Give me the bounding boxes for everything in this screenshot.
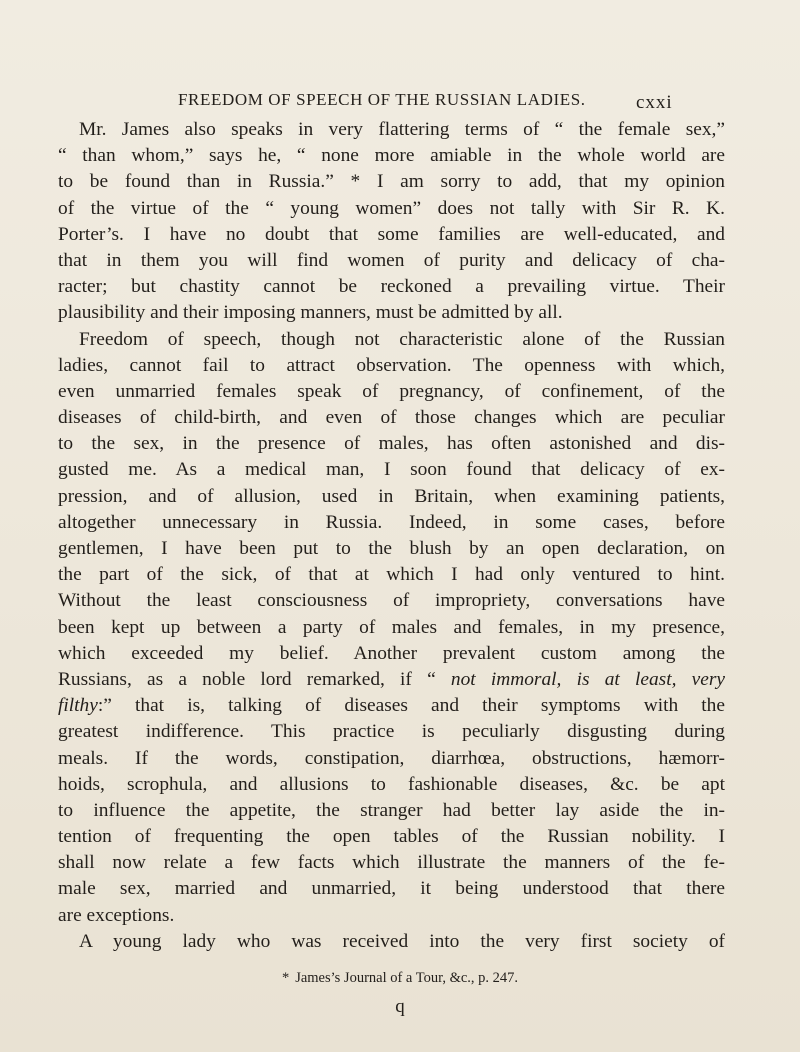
text-line: even unmarried females speak of pregnancy, of confinement, of the	[58, 380, 725, 402]
italic-phrase: filthy	[58, 695, 98, 717]
body-text	[58, 117, 725, 955]
footnote-text: James’s Journal of a Tour, &c., p. 247.	[295, 970, 519, 986]
italic-phrase: not immoral, is at least, very	[450, 668, 725, 690]
text-line: been kept up between a party of males and females, in my presence,	[58, 616, 725, 638]
text-line: are exceptions.	[58, 904, 175, 926]
text-line: to the sex, in the presence of males, has often astonished and dis-	[58, 433, 725, 455]
text-line: which exceeded my belief. Another prevalent custom among the	[58, 642, 725, 664]
text-line: filthy:” that is, talking of diseases and their symptoms with the	[58, 695, 725, 717]
text-line: plausibility and their imposing manners, must be admitted by all.	[58, 302, 563, 324]
text-line: “ than whom,” says he, “ none more amiable in the whole world are	[58, 145, 725, 167]
text-line: Mr. James also speaks in very flattering terms of “ the female sex,”	[79, 119, 725, 140]
text-line: that in them you will find women of purity and delicacy of cha-	[58, 249, 725, 271]
text-line: Russians, as a noble lord remarked, if “ not immoral, is at least, very	[58, 668, 725, 690]
text-line: pression, and of allusion, used in Britain, when examining patients,	[58, 485, 725, 507]
text-line: greatest indifference. This practice is peculiarly disgusting during	[58, 721, 725, 743]
text-line: meals. If the words, constipation, diarrhœa, obstructions, hæmorr-	[58, 747, 725, 769]
footnote-marker: *	[281, 970, 290, 986]
text-line: of the virtue of the “ young women” does not tally with Sir R. K.	[58, 197, 725, 219]
text-line: tention of frequenting the open tables of the Russian nobility. I	[58, 826, 725, 848]
text-line: racter; but chastity cannot be reckoned a prevailing virtue. Their	[58, 276, 725, 298]
footnote	[0, 970, 800, 987]
text-line: altogether unnecessary in Russia. Indeed, in some cases, before	[58, 511, 725, 533]
text-line: Porter’s. I have no doubt that some families are well-educated, and	[58, 223, 725, 245]
running-title: FREEDOM OF SPEECH OF THE RUSSIAN LADIES.	[178, 90, 586, 109]
text-line: gusted me. As a medical man, I soon found that delicacy of ex-	[58, 459, 725, 481]
text-line: ladies, cannot fail to attract observation. The openness with which,	[58, 354, 725, 376]
page-number: cxxi	[636, 92, 673, 113]
text-line: to influence the appetite, the stranger had better lay aside the in-	[58, 799, 725, 821]
text-line: male sex, married and unmarried, it being understood that there	[58, 878, 725, 900]
text-line: hoids, scrophula, and allusions to fashionable diseases, &c. be apt	[58, 773, 725, 795]
signature-mark: q	[395, 996, 405, 1017]
text-line: diseases of child-birth, and even of those changes which are peculiar	[58, 407, 725, 429]
text-line: shall now relate a few facts which illustrate the manners of the fe-	[58, 852, 725, 874]
text-line: gentlemen, I have been put to the blush by an open declaration, on	[58, 538, 725, 559]
text-line: A young lady who was received into the very first society of	[79, 930, 725, 952]
text-line: Freedom of speech, though not characteristic alone of the Russian	[79, 328, 725, 350]
text-line: Without the least consciousness of impropriety, conversations have	[58, 590, 725, 612]
text-line: the part of the sick, of that at which I had only ventured to hint.	[58, 564, 725, 586]
text-line: to be found than in Russia.” * I am sorry to add, that my opinion	[58, 171, 725, 193]
